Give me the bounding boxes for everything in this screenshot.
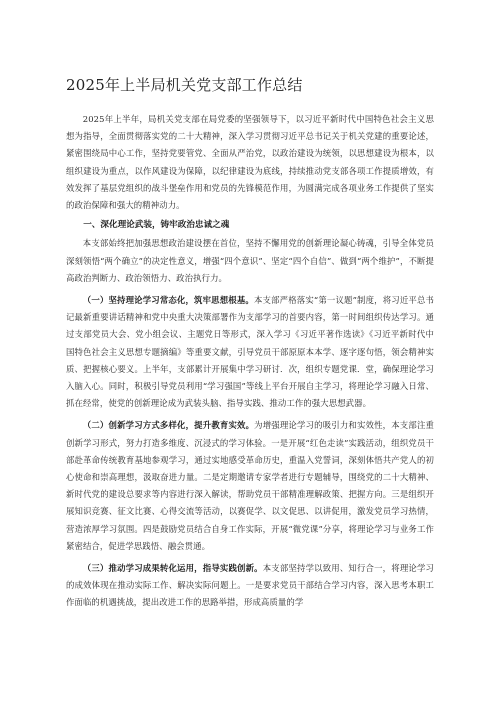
item1-paragraph (66, 292, 434, 412)
section-heading-1: 一、深化理论武装，铸牢政治忠诚之魂 (83, 220, 230, 231)
intro-paragraph: 2025年上半年，局机关党支部在局党委的坚强领导下，以习近平新时代中国特色社会主义思想为指导，全面贯彻落实党的二十大精神，深入学习贯彻习近平总书记关于机关党建的重要论述，紧密围绕局中心工作，坚持党要管党、全面从严治党，以政治建设为统领，以思想建设为根本，以组织建设为重点，以作风建设为保障，以纪律建设为底线，持续推动党支部各项工作提质增效，有效发挥了基层党组织的战斗堡垒作用和党员的先锋模范作用，为圆满完成各项业务工作提供了坚实的政治保障和强大的精神动力。 (66, 114, 434, 211)
item2-lead: （二）创新学习方式多样化，提升教育实效。 (82, 420, 255, 431)
item2-paragraph (66, 417, 434, 555)
item3-paragraph (66, 560, 434, 612)
item1-body: 本支部严格落实“第一议题”制度，将习近平总书记最新重要讲话精神和党中央重大决策部署作为支部学习的首要内容，第一时间组织传达学习。通过支部党员大会、党小组会议、主题党日等形式，深入学习《习近平著作选读》《习近平新时代中国特色社会主义思想专题摘编》等重要文献，引导党员干部原原本本学、逐字逐句悟，领会精神实质、把握核心要义。上半年，支部累计开展集中学习研讨．次，组织专题党课．堂，确保理论学习入脑入心。同时，积极引导党员利用“学习强国”等线上平台开展自主学习，将理论学习融入日常、抓在经常，使党的创新理论成为武装头脑、指导实践、推动工作的强大思想武器。 (66, 295, 435, 409)
item2-body: 为增强理论学习的吸引力和实效性，本支部注重创新学习形式，努力打造多维度、沉浸式的学习体验。一是开展“红色走读”实践活动，组织党员干部赴革命传统教育基地参观学习，通过实地感受革命历史，重温入党誓词，深刻体悟共产党人的初心使命和崇高理想，汲取奋进力量。二是定期邀请专家学者进行专题辅导，围绕党的二十大精神、新时代党的建设总要求等内容进行深入解读，帮助党员干部精准理解政策、把握方向。三是组织开展知识竞赛、征文比赛、心得交流等活动，以赛促学、以文促思、以讲促用，激发党员学习热情，营造浓厚学习氛围。四是鼓励党员结合自身工作实际，开展“微党课”分享，将理论学习与业务工作紧密结合，促进学思践悟、融会贯通。 (66, 420, 434, 551)
document-title: 2025年上半局机关党支部工作总结 (66, 76, 303, 94)
item3-lead: （三）推动学习成果转化运用，指导实践创新。 (82, 563, 263, 574)
item1-lead: （一）坚持理论学习常态化，筑牢思想根基。 (82, 295, 254, 306)
section1-intro-paragraph: 本支部始终把加强思想政治建设摆在首位，坚持不懈用党的创新理论凝心铸魂，引导全体党员深刻领悟“两个确立”的决定性意义，增强“四个意识”、坚定“四个自信”、做到“两个维护”，不断提高政治判断力、政治领悟力、政治执行力。 (66, 238, 434, 283)
item3-body: 本支部坚持学以致用、知行合一，将理论学习的成效体现在推动实际工作、解决实际问题上。一是要求党员干部结合学习内容，深入思考本职工作面临的机遇挑战，提出改进工作的思路举措，形成高质量的学 (66, 563, 434, 608)
